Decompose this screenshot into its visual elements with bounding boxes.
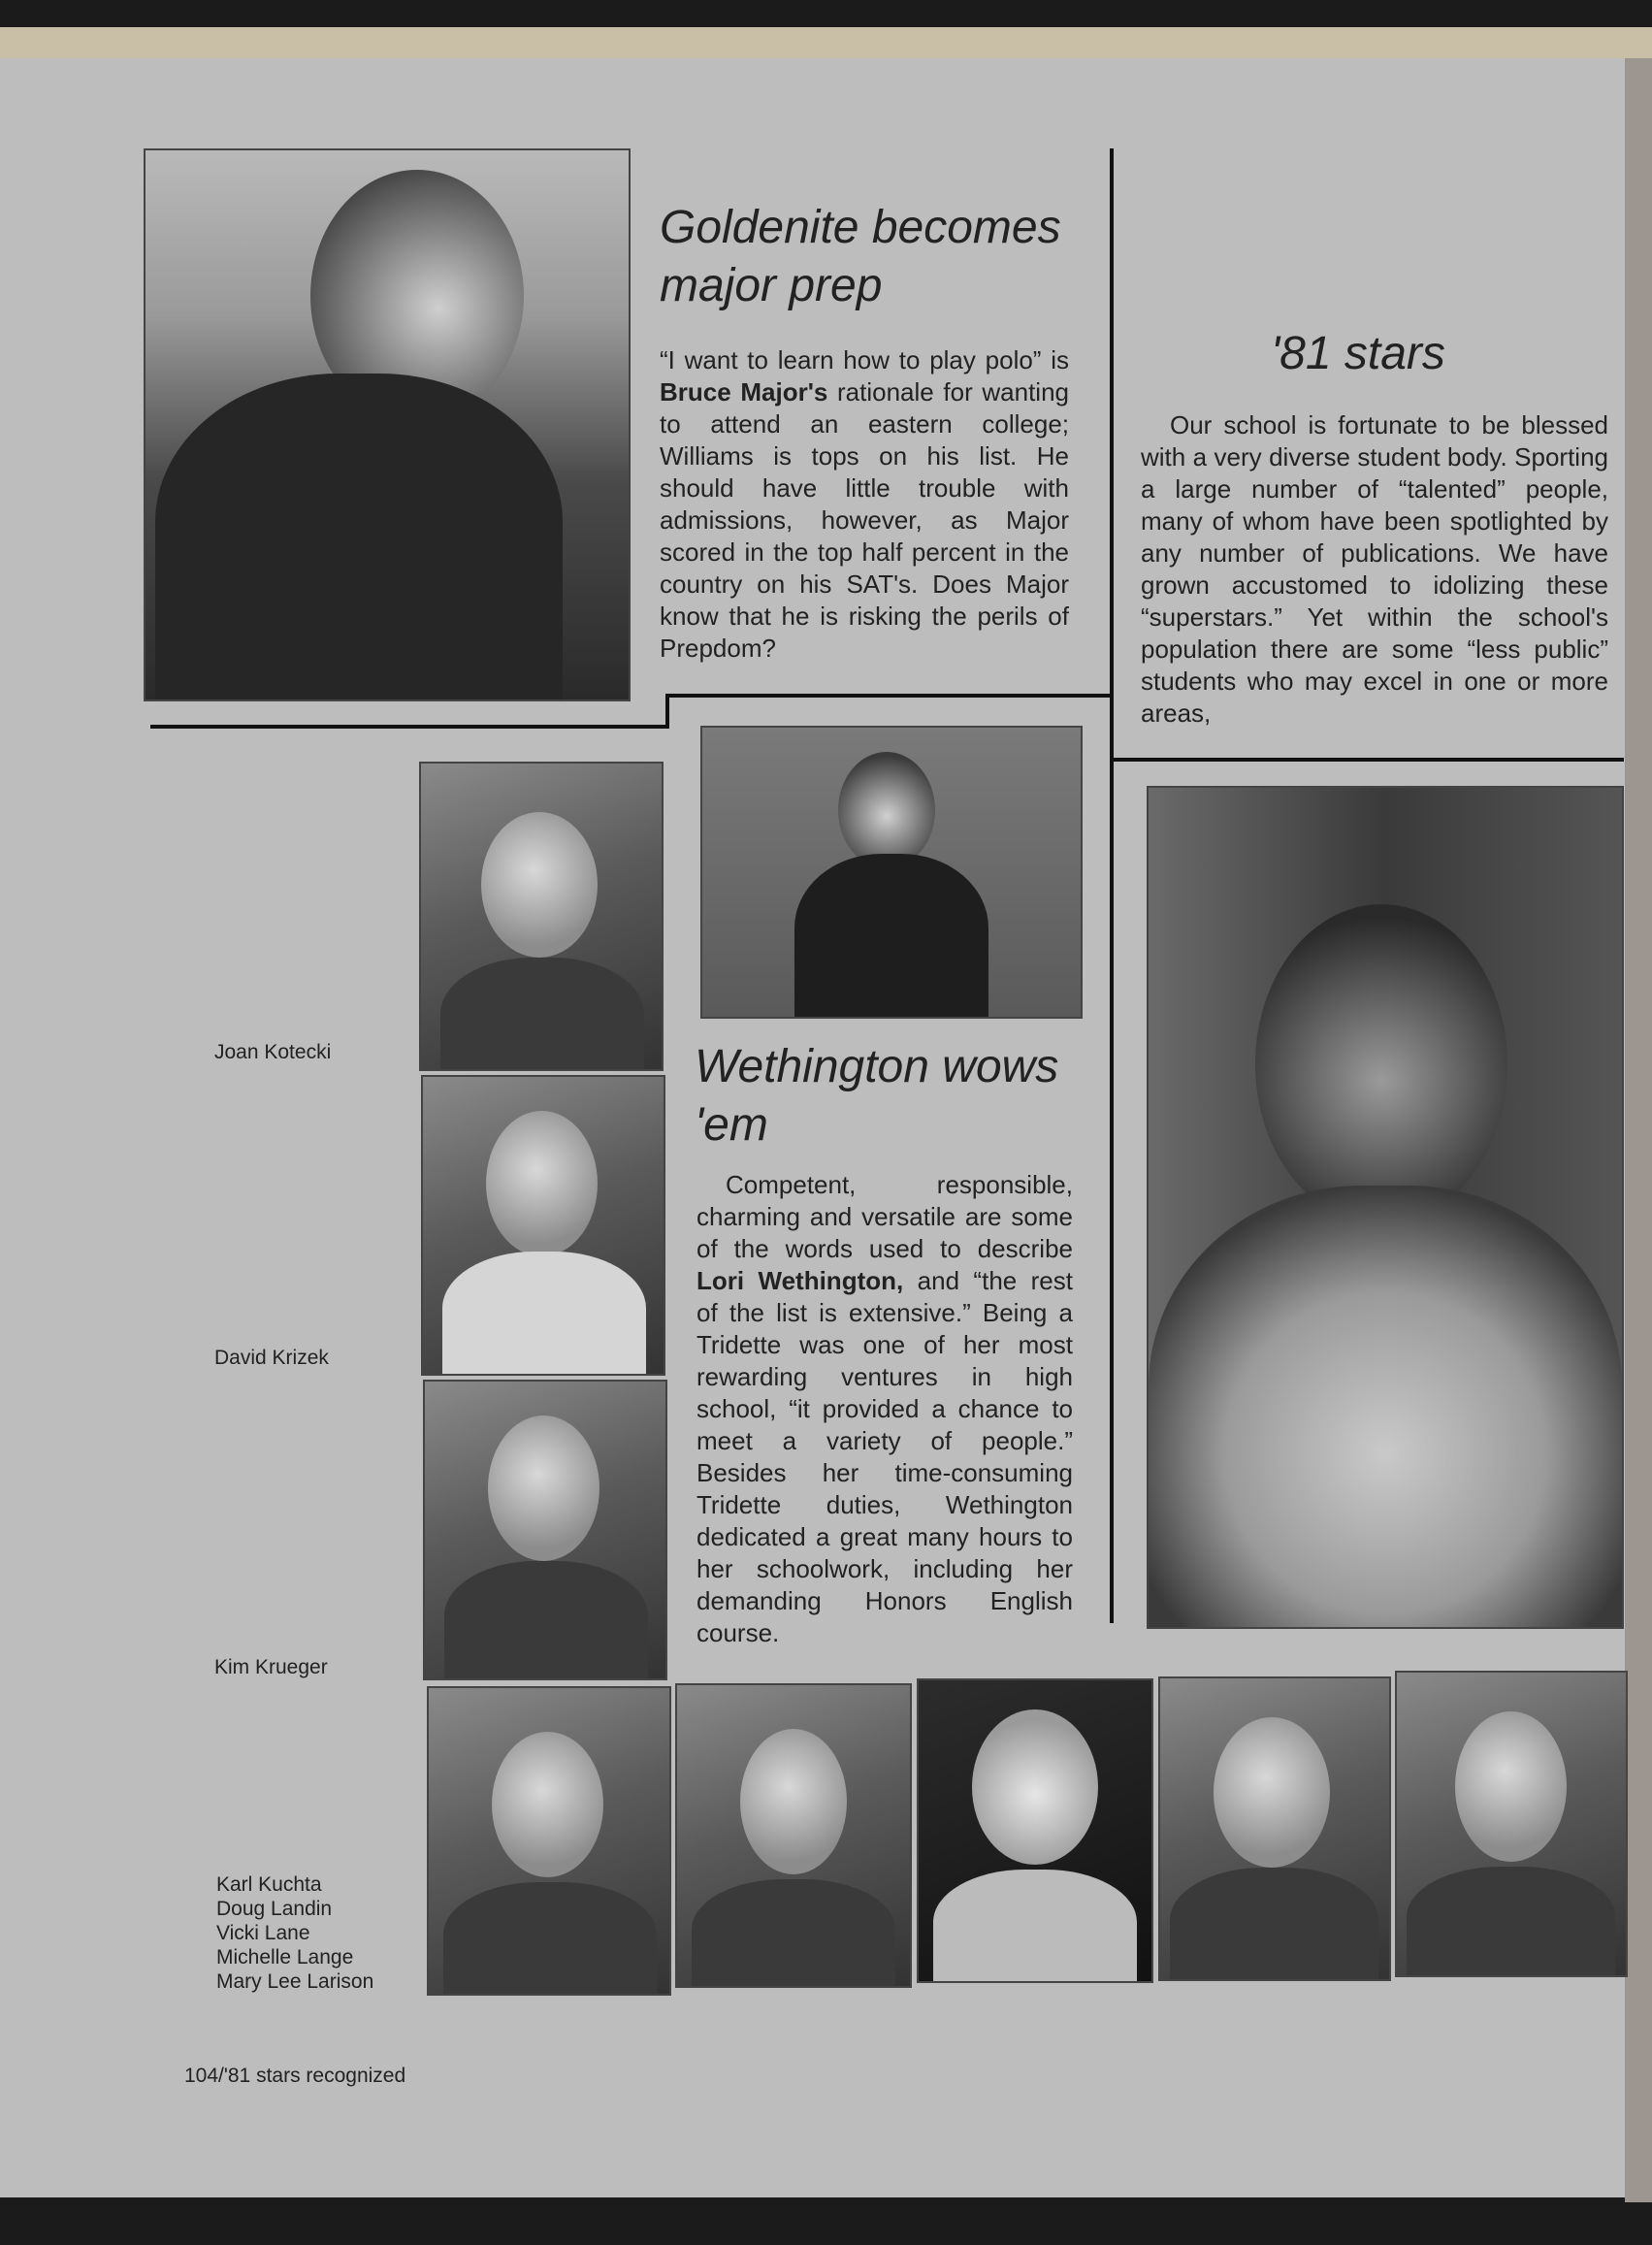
portrait-mary-lee-larison [1395, 1671, 1628, 1977]
caption-david-krizek: David Krizek [214, 1347, 329, 1369]
portrait-karl-kuchta [427, 1686, 671, 1996]
rule-vertical-center [1110, 148, 1114, 1623]
caption-mary-lee-larison: Mary Lee Larison [216, 1970, 374, 1993]
rule-step-down [665, 694, 669, 727]
caption-joan-kotecki: Joan Kotecki [214, 1041, 332, 1063]
photo-bruce-major [144, 148, 631, 701]
caption-michelle-lange: Michelle Lange [216, 1946, 354, 1968]
headline-major [660, 199, 1061, 315]
headline-wethington [695, 1038, 1058, 1155]
portrait-doug-landin [675, 1683, 912, 1988]
portrait-david-krizek [421, 1075, 665, 1376]
rule-under-major-photo [150, 725, 669, 729]
headline-stars: '81 stars [1271, 328, 1445, 379]
page-folio: 104/'81 stars recognized [184, 2065, 406, 2087]
rule-under-major-text [665, 694, 1114, 698]
major-name: Bruce Major's [660, 377, 828, 407]
wethington-intro: Competent, responsible, charming and versatile are some of the words used to describe [696, 1170, 1073, 1263]
caption-kim-krueger: Kim Krueger [214, 1656, 328, 1678]
photo-student-concert-shirt [1147, 786, 1624, 1629]
portrait-michelle-lange [1158, 1676, 1391, 1981]
top-binding-strip [0, 27, 1652, 60]
portrait-kim-krueger [423, 1380, 667, 1680]
caption-karl-kuchta: Karl Kuchta [216, 1873, 322, 1896]
photo-lori-wethington [700, 726, 1083, 1019]
article-stars-body: Our school is fortunate to be blessed with a very diverse student body. Sporting a large number of “talented” people, many of whom have been spotlighted by any number of publications. We have grown accustomed to idolizing these “superstars.” Yet within the school's population there are some “less public” students who may excel in one or more areas, [1141, 410, 1608, 728]
page-edge [1625, 58, 1652, 2202]
wethington-rest: and “the rest of the list is extensive.” Being a Tridette was one of her most rewarding ventures in high school, “it provided a chance to meet a variety of people.” Besides her time-consuming Tridette duties, Wethington dedicated a great many hours to her schoolwork, including her demanding Honors English course. [696, 1266, 1073, 1647]
headline-major-line1: Goldenite becomes [660, 202, 1061, 253]
headline-wethington-line1: Wethington wows [695, 1041, 1059, 1092]
major-rest: rationale for wanting to attend an eastern college; Williams is tops on his list. He should have little trouble with admissions, however, as Major scored in the top half percent in the country on his SAT's. Does Major know that he is risking the perils of Prepdom? [660, 377, 1069, 663]
headline-major-line2: major prep [660, 260, 883, 311]
rule-under-stars [1110, 758, 1624, 762]
article-wethington-body [696, 1169, 1073, 1649]
caption-row-names [216, 1872, 373, 1994]
major-quote: “I want to learn how to play polo” is [660, 345, 1069, 374]
caption-doug-landin: Doug Landin [216, 1898, 333, 1920]
portrait-joan-kotecki [419, 762, 664, 1071]
headline-wethington-line2: 'em [695, 1099, 768, 1151]
article-major-body [660, 344, 1069, 665]
portrait-vicki-lane [917, 1678, 1153, 1983]
wethington-name: Lori Wethington, [696, 1266, 904, 1295]
caption-vicki-lane: Vicki Lane [216, 1922, 310, 1944]
